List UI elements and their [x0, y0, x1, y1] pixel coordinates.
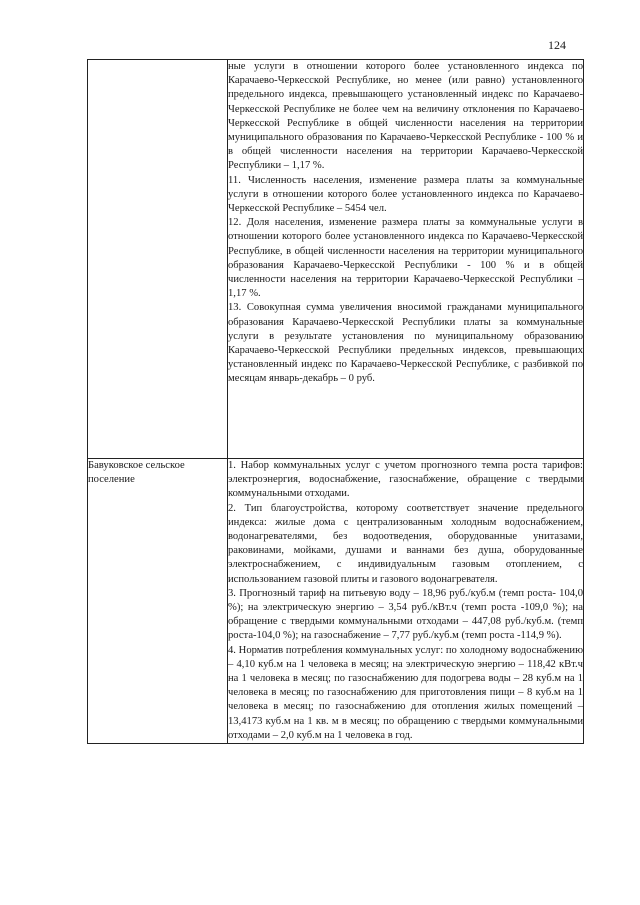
paragraph: ные услуги в отношении которого более установленного индекса по Карачаево-Черкесской Республике, но менее (или равно) установленного предельного индекса, превышающего установленный индекс по Карачаево-Черкесской Республике не более чем на величину отклонения по Карачаево-Черкесской Республике в общей численности населения на территории муниципального образования по Карачаево-Черкесской Республике - 100 % и в общей численности населения на территории Карачаево-Черкесской Республики – 1,17 %. — [228, 61, 583, 172]
page-number: 124 — [548, 38, 566, 52]
municipality-cell: Бавуковское сельское поселение — [88, 459, 228, 744]
indicator-cell — [228, 60, 584, 459]
paragraph: 12. Доля населения, изменение размера платы за коммунальные услуги в отношении которого более установленного индекса по Карачаево-Черкесской Республике, в общей численности населения на территории муниципального образования Карачаево-Черкесской Республики - 100 % и в общей численности населения на территории Карачаево-Черкесской Республики – 1,17 %. — [228, 217, 583, 300]
paragraph: 2. Тип благоустройства, которому соответствует значение предельного индекса: жилые дома с централизованным холодным водоснабжением, водонагревателями, без водоотведения, оборудованные унитазами, раковинами, мойками, душами и ваннами без душа, оборудованные электроснабжением, с индивидуальным газовым отоплением, с использованием газовой плиты и газового водонагревателя. — [228, 502, 583, 585]
paragraph: 13. Совокупная сумма увеличения вносимой гражданами муниципального образования Карачаево-Черкесской Республики платы за коммунальные услуги в результате установления по муниципальному образованию Карачаево-Черкесской Республики предельных индексов, превышающих установленный индекс по Карачаево-Черкесской Республике, с разбивкой по месяцам январь-декабрь – 0 руб. — [228, 302, 583, 385]
paragraph: 4. Норматив потребления коммунальных услуг: по холодному водоснабжению – 4,10 куб.м на 1 человека в месяц; на электрическую энергию – 118,42 кВт.ч на 1 человека в месяц; по газоснабжению для подогрева воды – 28 куб.м на 1 человека в месяц; по газоснабжению для приготовления пищи – 8 куб.м на 1 человека в месяц; по газоснабжению для отопления жилых помещений – 13,4173 куб.м на 1 кв. м в месяц; по обращению с твердыми коммунальными отходами – 2,0 куб.м на 1 человека в год. — [228, 644, 583, 741]
table-row — [88, 459, 584, 744]
indicator-cell — [228, 459, 584, 744]
table-row — [88, 60, 584, 459]
paragraph: 11. Численность населения, изменение размера платы за коммунальные услуги в отношении которого более установленного индекса по Карачаево-Черкесской Республике – 5454 чел. — [228, 174, 583, 215]
paragraph: 3. Прогнозный тариф на питьевую воду – 18,96 руб./куб.м (темп роста- 104,0 %); на электрическую энергию – 3,54 руб./кВт.ч (темп роста -109,0 %); на обращение с твердыми коммунальными отходами – 447,08 руб./куб.м. (темп роста-104,0 %); на газоснабжение – 7,77 руб./куб.м (темп роста -114,9 %). — [228, 587, 583, 642]
municipality-cell — [88, 60, 228, 459]
document-table — [87, 59, 584, 744]
paragraph: 1. Набор коммунальных услуг с учетом прогнозного темпа роста тарифов: электроэнергия, водоснабжение, газоснабжение, обращение с твердыми коммунальными отходами. — [228, 460, 583, 500]
